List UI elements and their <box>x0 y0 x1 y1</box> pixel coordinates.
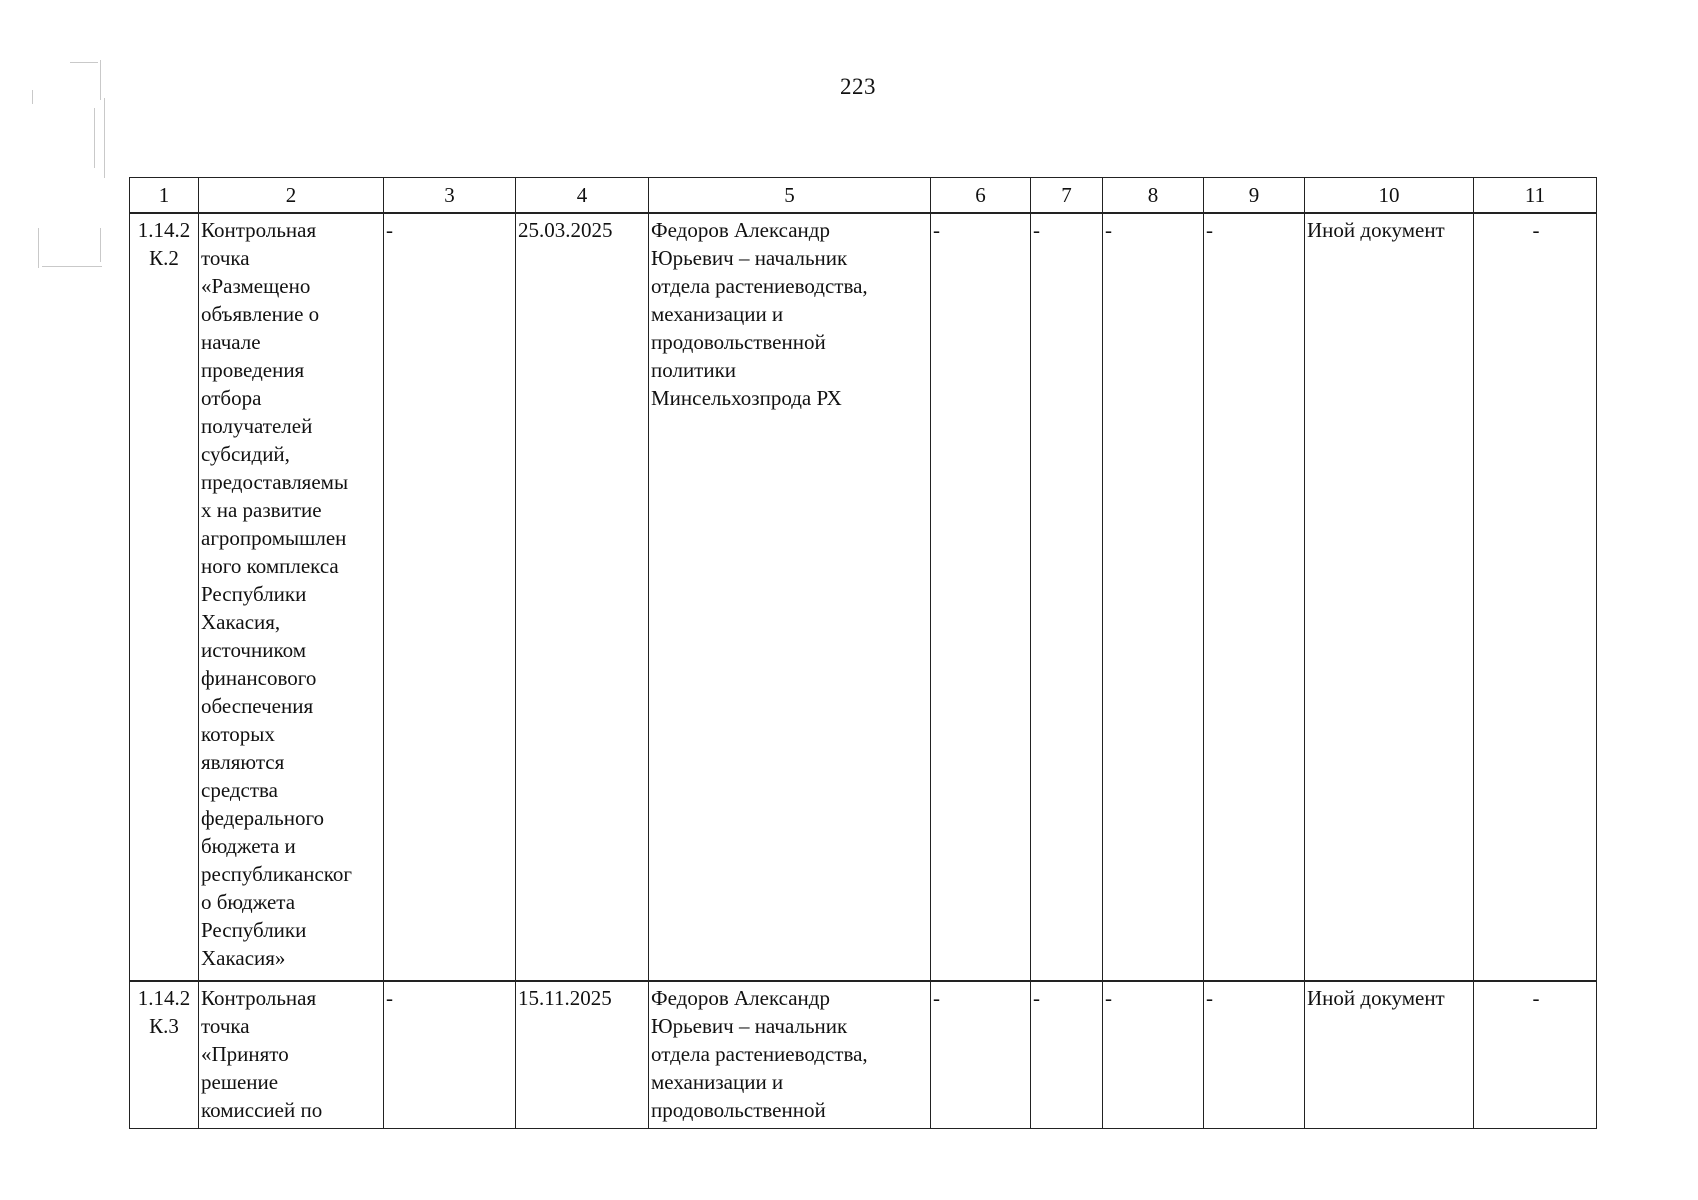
cell-col7: - <box>1031 981 1103 1129</box>
header-row <box>130 178 1597 214</box>
cell-col11: - <box>1474 981 1597 1129</box>
control-point-description: Контрольная точка «Размещено объявление о начале проведения отбора получателей субсидий, предоставляемы х на развитие агропромышлен ного комплекса Республики Хакасия, источником финансового обеспечения которых являются средства федерального бюджета и республиканског о бюджета Республики Хакасия» <box>199 213 384 981</box>
cell-col9: - <box>1204 981 1305 1129</box>
cell-col8: - <box>1103 981 1204 1129</box>
column-header-7: 7 <box>1031 178 1103 214</box>
row-id: 1.14.2 К.3 <box>130 981 199 1129</box>
control-point-description: Контрольная точка «Принято решение комиссией по <box>199 981 384 1129</box>
column-header-1: 1 <box>130 178 199 214</box>
document-type: Иной документ <box>1305 981 1474 1129</box>
column-header-3: 3 <box>384 178 516 214</box>
responsible-person: Федоров Александр Юрьевич – начальник отдела растениеводства, механизации и продовольственной политики Минсельхозпрода РХ <box>649 213 931 981</box>
responsible-person: Федоров Александр Юрьевич – начальник отдела растениеводства, механизации и продовольственной <box>649 981 931 1129</box>
document-type: Иной документ <box>1305 213 1474 981</box>
column-header-6: 6 <box>931 178 1031 214</box>
column-header-10: 10 <box>1305 178 1474 214</box>
column-header-5: 5 <box>649 178 931 214</box>
column-header-9: 9 <box>1204 178 1305 214</box>
cell-col7: - <box>1031 213 1103 981</box>
cell-col3: - <box>384 981 516 1129</box>
cell-col6: - <box>931 981 1031 1129</box>
table-row <box>130 213 1597 981</box>
column-header-2: 2 <box>199 178 384 214</box>
cell-col8: - <box>1103 213 1204 981</box>
column-header-8: 8 <box>1103 178 1204 214</box>
cell-col11: - <box>1474 213 1597 981</box>
document-table <box>129 177 1597 1129</box>
cell-col6: - <box>931 213 1031 981</box>
column-header-11: 11 <box>1474 178 1597 214</box>
column-header-4: 4 <box>516 178 649 214</box>
cell-col3: - <box>384 213 516 981</box>
table-row <box>130 981 1597 1129</box>
cell-col9: - <box>1204 213 1305 981</box>
page-number: 223 <box>840 74 876 99</box>
date-cell: 25.03.2025 <box>516 213 649 981</box>
date-cell: 15.11.2025 <box>516 981 649 1129</box>
row-id: 1.14.2 К.2 <box>130 213 199 981</box>
